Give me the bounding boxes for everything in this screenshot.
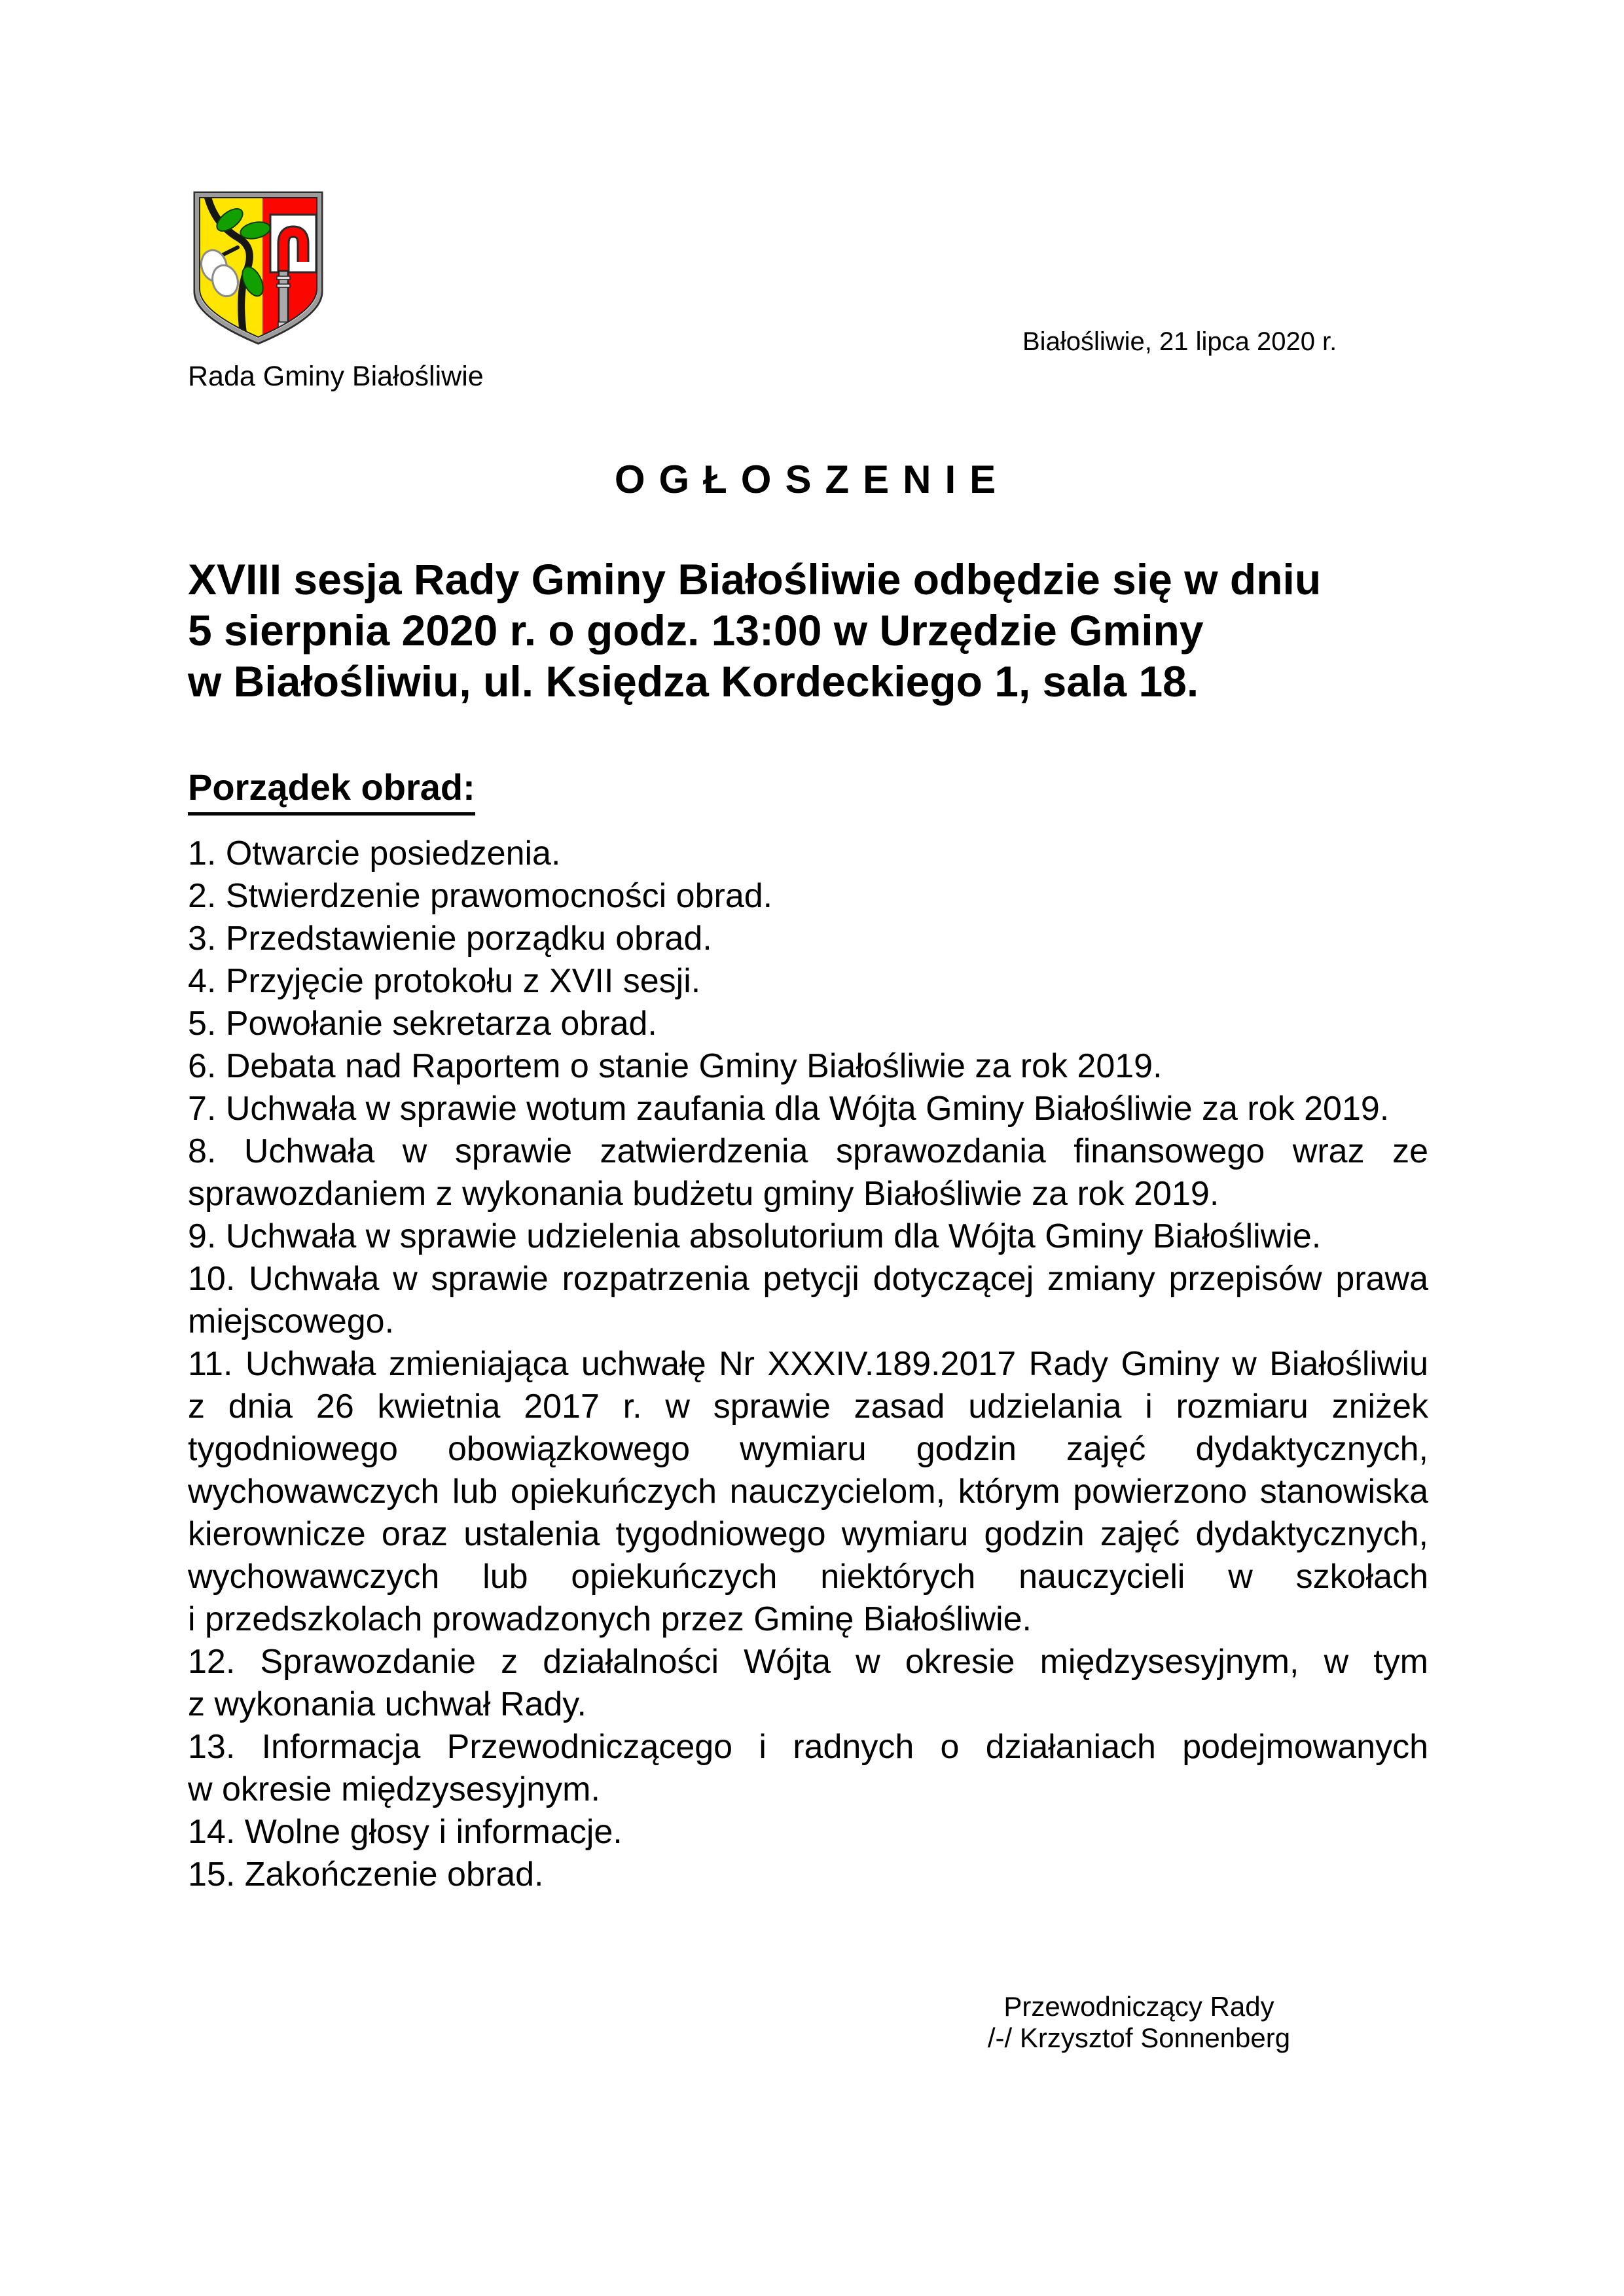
agenda-item-11: 11. Uchwała zmieniająca uchwałę Nr XXXIV.189.2017 Rady Gminy w Białośliwiu z dnia 26 kwietnia 2017 r. w sprawie zasad udzielania i rozmiaru zniżek tygodniowego obowiązkowego wymiaru godzin zajęć dydaktycznych, wychowawczych lub opiekuńczych nauczycielom, którym powierzono stanowiska kierownicze oraz ustalenia tygodniowego wymiaru godzin zajęć dydaktycznych, wychowawczych lub opiekuńczych niektórych nauczycieli w szkołach i przedszkolach prowadzonych przez Gminę Białośliwie.: [188, 1345, 1428, 1638]
lead-line-3: w Białośliwiu, ul. Księdza Kordeckiego 1, sala 18.: [188, 657, 1199, 706]
agenda-item-8: 8. Uchwała w sprawie zatwierdzenia sprawozdania finansowego wraz ze sprawozdaniem z wykonania budżetu gminy Białośliwie za rok 2019.: [188, 1132, 1428, 1213]
agenda-item-6: 6. Debata nad Raportem o stanie Gminy Białośliwie za rok 2019.: [188, 1047, 1163, 1085]
agenda-item-1: 1. Otwarcie posiedzenia.: [188, 834, 561, 872]
signature-role: Przewodniczący Rady: [1003, 1991, 1274, 2022]
org-label: Rada Gminy Białośliwie: [188, 361, 484, 392]
agenda-item-14: 14. Wolne głosy i informacje.: [188, 1813, 623, 1851]
session-announcement: [188, 554, 1471, 707]
agenda-list: [188, 833, 1428, 1896]
agenda-item-5: 5. Powołanie sekretarza obrad.: [188, 1005, 657, 1043]
agenda-item-13: 13. Informacja Przewodniczącego i radnych o działaniach podejmowanych w okresie międzysesyjnym.: [188, 1728, 1428, 1808]
agenda-item-12: 12. Sprawozdanie z działalności Wójta w okresie międzysesyjnym, w tym z wykonania uchwał Rady.: [188, 1643, 1428, 1723]
signature-name: /-/ Krzysztof Sonnenberg: [987, 2022, 1291, 2053]
page-title: OGŁOSZENIE: [614, 457, 1010, 501]
agenda-heading: Porządek obrad:: [188, 766, 475, 816]
agenda-item-4: 4. Przyjęcie protokołu z XVII sesji.: [188, 962, 701, 1000]
agenda-item-7: 7. Uchwała w sprawie wotum zaufania dla Wójta Gminy Białośliwie za rok 2019.: [188, 1090, 1390, 1128]
agenda-item-3: 3. Przedstawienie porządku obrad.: [188, 920, 712, 958]
agenda-item-15: 15. Zakończenie obrad.: [188, 1856, 544, 1893]
signature-block: [877, 1991, 1401, 2054]
agenda-item-9: 9. Uchwała w sprawie udzielenia absolutorium dla Wójta Gminy Białośliwie.: [188, 1217, 1322, 1255]
agenda-item-2: 2. Stwierdzenie prawomocności obrad.: [188, 877, 773, 915]
coat-of-arms-icon: [188, 188, 329, 348]
dateline: Białośliwie, 21 lipca 2020 r.: [1022, 327, 1337, 356]
lead-line-1: XVIII sesja Rady Gminy Białośliwie odbędzie się w dniu: [188, 555, 1322, 603]
agenda-item-10: 10. Uchwała w sprawie rozpatrzenia petycji dotyczącej zmiany przepisów prawa miejscowego.: [188, 1260, 1428, 1340]
lead-line-2: 5 sierpnia 2020 r. o godz. 13:00 w Urzędzie Gminy: [188, 606, 1204, 655]
